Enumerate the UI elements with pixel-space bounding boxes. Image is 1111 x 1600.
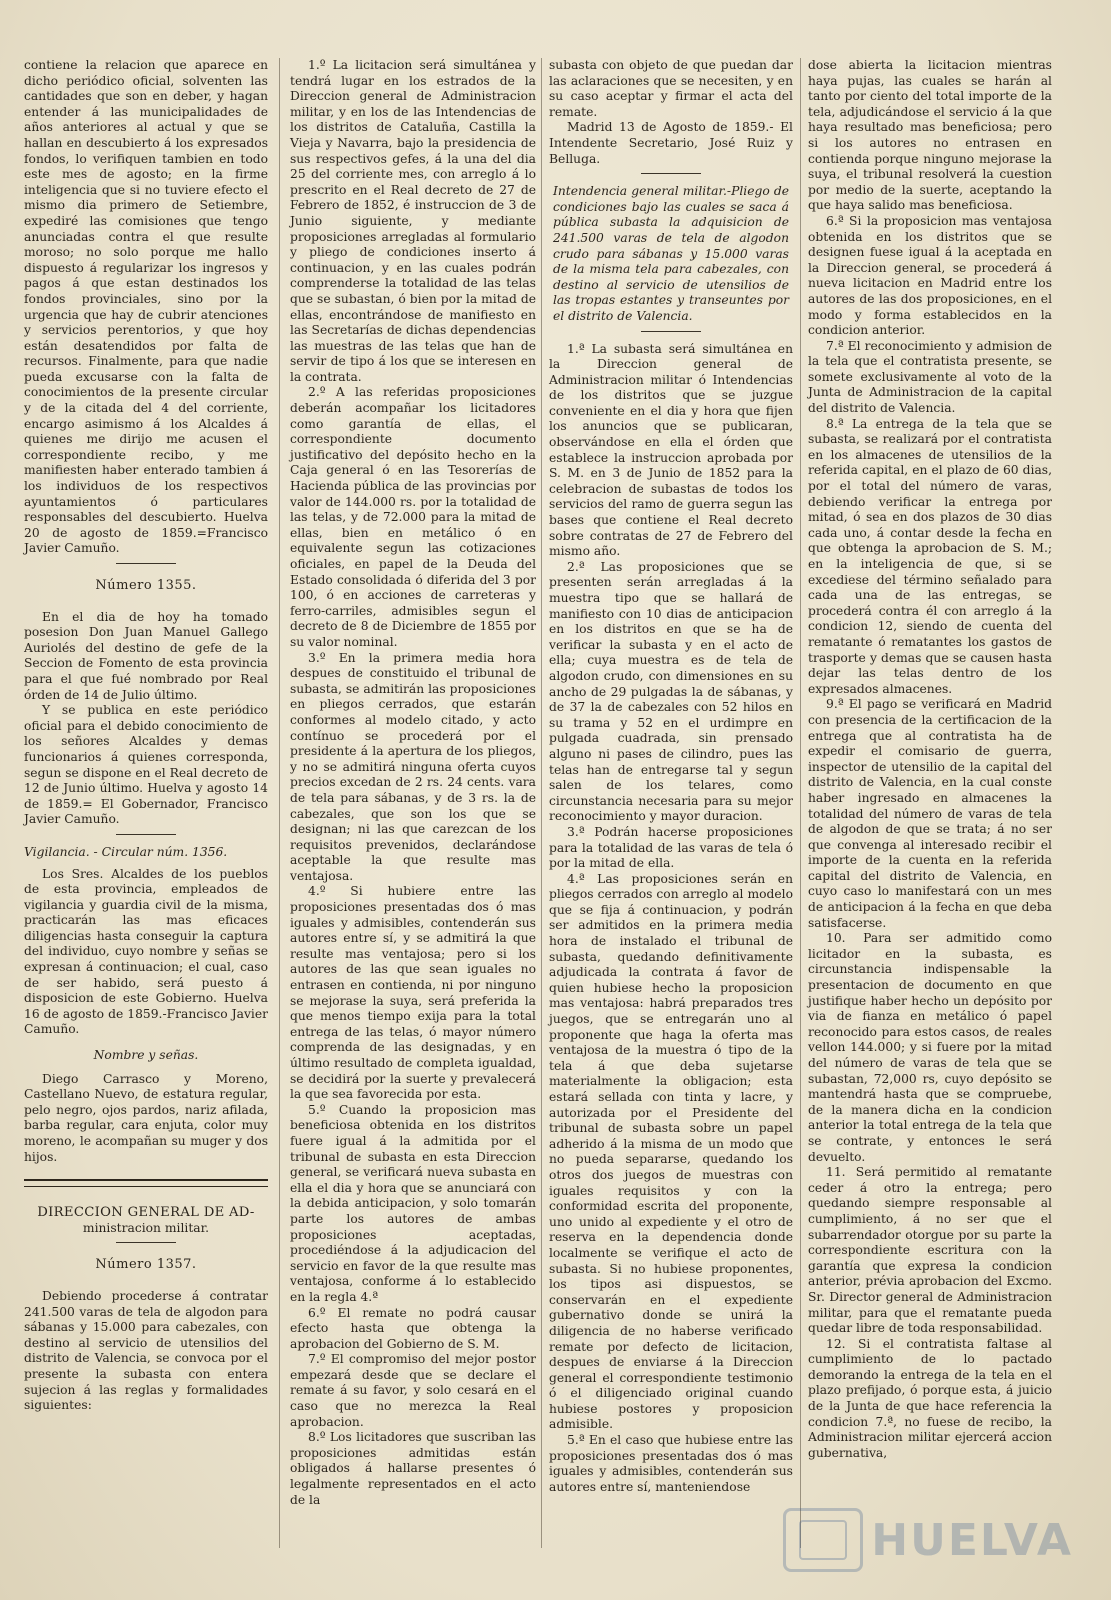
rule-1: 1.º La licitacion será simultánea y tendrá lugar en los estrados de la Direccion general de Administracion militar, y en los de las Intendencias de los distritos de Cataluña, Castilla la Vieja y Navarra, bajo la presidencia de sus respectivos gefes, á la una del dia 25 del corriente mes, con arreglo á lo prescrito en el Real decreto de 27 de Febrero de 1852, é instruccion de 3 de Junio siguiente, y mediante proposiciones arregladas al formulario y pliego de condiciones inserto á continuacion, y en las cuales podrán comprenderse la totalidad de las telas que se subastan, ó bien por la mitad de ellas, encontrándose de manifiesto en las Secretarías de dichas dependencias las muestras de las telas que han de servir de tipo á los que se interesen en la contrata.: [290, 58, 536, 384]
notice-1357-intro: Debiendo procederse á contratar 241.500 varas de tela de algodon para sábanas y 15.000 para cabezales, con destino al servicio de utensilios del distrito de Valencia, se convoca por el presente la subasta con entera sujecion á las reglas y formalidades siguientes:: [24, 1288, 268, 1413]
separator-rule: [116, 1242, 176, 1243]
condition-10: 10. Para ser admitido como licitador en la subasta, es circunstancia indispensable la presentacion de documento en que justifique haber hecho un depósito por via de fianza en metálico ó papel reconocido para estos casos, de reales vellon 144.000; y si fuere por la mitad del número de varas de tela que se subastan, 72,000 rs, cuyo depósito se mantendrá hasta que se compruebe, de la manera dicha en la condicion anterior la total entrega de la tela que se contrate, y entonces le será devuelto.: [808, 931, 1052, 1164]
column-divider: [279, 58, 280, 1548]
condition-2: 2.ª Las proposiciones que se presenten serán arregladas á la muestra tipo que se hallará de manifiesto con 10 dias de anticipacion en los distritos en que se ha de verificar la subasta y en el acto de ella; cuya muestra es de tela de algodon crudo, con dimensiones en su ancho de 29 pulgadas la de sábanas, y de 37 la de cabezales con 52 hilos en su trama y 52 en el urdimpre en pulgada cuadrada, sin prensado alguno ni pases de cilindro, pues las telas han de entregarse tal y segun salen de los telares, como circunstancia necesaria para su mejor reconocimiento y mayor duracion.: [549, 559, 793, 824]
section-heading-line1: DIRECCION GENERAL DE AD-: [37, 1205, 255, 1221]
condition-8: 8.ª La entrega de la tela que se subasta, se realizará por el contratista en los almacenes de utensilios de la referida capital, en el plazo de 60 dias, por el total del número de varas, debiendo verificar la entrega por mitad, ó sea en dos plazos de 30 dias cada uno, á contar desde la fecha en que obtenga la aprobacion de S. M.; en la inteligencia de que, si se excediese del término señalado para cada una de las entregas, se procederá contra él con arreglo á la condicion 12, siendo de cuenta del rematante ó rematantes los gastos de trasporte y demas que se causen hasta dejar las telas dentro de los expresados almacenes.: [808, 416, 1052, 696]
condition-5-continuation: dose abierta la licitacion mientras haya pujas, las cuales se harán al tanto por ciento del total importe de la tela, adjudicándose el servicio á la que haya resultado mas beneficiosa; pero si los autores no entrasen en contienda porque ninguno mejorase la suya, el tribunal resolverá la cuestion por medio de la suerte, aceptando la que haya salido mas beneficiosa.: [808, 58, 1052, 213]
section-heading-line2: ministracion militar.: [82, 1220, 210, 1235]
condition-7: 7.ª El reconocimiento y admision de la tela que el contratista presente, se somete exclusivamente al voto de la Junta de Administracion de la capital del distrito de Valencia.: [808, 338, 1052, 416]
column-3: [549, 58, 793, 1495]
condition-5: 5.ª En el caso que hubiese entre las proposiciones presentadas dos ó mas iguales y admisibles, contenderán sus autores entre sí, manteniendose: [549, 1433, 793, 1494]
rule-7: 7.º El compromiso del mejor postor empezará desde que se declare el remate á su favor, y solo cesará en el caso que no merezca la Real aprobacion.: [290, 1352, 536, 1429]
notice-1355-publication: Y se publica en este periódico oficial para el debido conocimiento de los señores Alcaldes y demas funcionarios á quienes corresponda, segun se dispone en el Real decreto de 12 de Junio último. Huelva y agosto 14 de 1859.= El Gobernador, Francisco Javier Camuño.: [24, 703, 268, 827]
condition-11: 11. Será permitido al rematante ceder á otro la entrega; pero quedando siempre responsable al cumplimiento, á no ser que el subarrendador otorgue por su parte la correspondiente escritura con la garantía que expresa la condicion anterior, prévia aprobacion del Excmo. Sr. Director general de Administracion militar, para que el rematante pueda quedar libre de toda responsabilidad.: [808, 1165, 1052, 1336]
condition-3: 3.ª Podrán hacerse proposiciones para la totalidad de las varas de tela ó por la mitad de ella.: [549, 824, 793, 871]
column-divider: [800, 58, 801, 1548]
column-4: [808, 58, 1052, 1461]
suspect-description: Diego Carrasco y Moreno, Castellano Nuevo, de estatura regular, pelo negro, ojos pardos, nariz afilada, barba regular, cara enjuta, color muy moreno, le acompañan su muger y dos hijos.: [24, 1071, 268, 1164]
rule-8-continuation: subasta con objeto de que puedan dar las aclaraciones que se necesiten, y en su caso aceptar y firmar el acta del remate.: [549, 58, 793, 119]
condition-9: 9.ª El pago se verificará en Madrid con presencia de la certificacion de la entrega que al contratista ha de expedir el comisario de guerra, inspector de utensilio de la capital del distrito de Valencia, en la cual conste haber ingresado en almacenes la totalidad del número de varas de tela de algodon de que se trata; á no ser que convenga al interesado recibir el importe de la cuenta en la referida capital del distrito de Valencia, en cuyo caso lo manifestará con un mes de anticipacion á la fecha en que deba satisfacerse.: [808, 697, 1052, 930]
notice-1355-body: En el dia de hoy ha tomado posesion Don Juan Manuel Gallego Auriolés del destino de gefe de la Seccion de Fomento de esta provincia para el que fué nombrado por Real órden de 14 de Julio último.: [24, 609, 268, 702]
archive-watermark: [783, 1508, 1073, 1572]
name-and-description-heading: Nombre y señas.: [93, 1048, 199, 1063]
vigilance-circular-label: Vigilancia. - Circular núm. 1356.: [24, 844, 228, 859]
vigilance-circular-body: Los Sres. Alcaldes de los pueblos de esta provincia, empleados de vigilancia y guardia civil de la misma, practicarán las mas eficaces diligencias hasta conseguir la captura del individuo, cuyo nombre y señas se expresan á continuacion; el cual, caso de ser habido, será puesto á disposicion de este Gobierno. Huelva 16 de agosto de 1859.-Francisco Javier Camuño.: [24, 866, 268, 1037]
rule-5: 5.º Cuando la proposicion mas beneficiosa obtenida en los distritos fuere igual á la admitida por el tribunal de subasta en esta Direccion general, se verificará nueva subasta en ella el dia y hora que se anunciará con la debida anticipacion, y solo tomarán parte los autores de ambas proposiciones aceptadas, procediéndose á la adjudicacion del servicio en favor de la que resulte mas ventajosa, conforme á lo establecido en la regla 4.ª: [290, 1102, 536, 1304]
circular-continuation: contiene la relacion que aparece en dicho periódico oficial, solventen las cantidades que son en deber, y hagan entender á las municipalidades de años anteriores al actual y que se hallan en descubierto á los expresados fondos, lo verifiquen tambien en todo este mes de agosto; en la firme inteligencia que si no tuviere efecto el mismo dia primero de Setiembre, expediré las comisiones que tengo anunciadas contra el que resulte moroso; no solo porque me hallo dispuesto á regularizar los ingresos y pagos á que estan destinados los fondos provinciales, sino por la urgencia que hay de cubrir atenciones y servicios perentorios, y que hoy están desatendidos por falta de recursos. Finalmente, para que nadie pueda excusarse con la falta de conocimientos de la presente circular y de la citada del 4 del corriente, encargo asimismo á los Alcaldes á quienes me dirijo me acusen el correspondiente recibo, y me manifiesten haber enterado tambien á los individuos de los respectivos ayuntamientos ó particulares responsables del descubierto. Huelva 20 de agosto de 1859.=Francisco Javier Camuño.: [24, 58, 268, 556]
separator-rule: [116, 563, 176, 564]
notice-number-1357: Número 1357.: [95, 1257, 197, 1273]
column-1: [24, 58, 268, 1414]
column-divider: [541, 58, 542, 1548]
notice-number-1355: Número 1355.: [95, 578, 197, 593]
condition-4: 4.ª Las proposiciones serán en pliegos cerrados con arreglo al modelo que se fija á continuacion, y podrán ser admitidos en la primera media hora de instalado el tribunal de subasta, quedando definitivamente adjudicada la contrata á favor de quien hubiese hecho la proposicion mas ventajosa: habrá preparados tres juegos, que se entregarán uno al proponente que haga la oferta mas ventajosa de la muestra ó tipo de la tela á que deba sujetarse materialmente la obligacion; esta estará sellada con tinta y lacre, y autorizada por el Presidente del tribunal de subasta sobre un papel adherido á la misma de un modo que no pueda separarse, quedando los otros dos juegos de muestras con iguales requisitos y con la conformidad escrita del proponente, uno unido al expediente y el otro de reserva en la dependencia donde localmente se verifique el acto de subasta. Si no hubiese proponentes, los tipos asi dispuestos, se conservarán en el expediente gubernativo donde se unirá la diligencia de no haberse verificado remate por defecto de licitacion, despues de enviarse á la Direccion general el correspondiente testimonio ó el diligenciado original cuando hubiese postores y proposicion admisible.: [549, 871, 793, 1432]
watermark-text: HUELVA: [871, 1514, 1073, 1566]
column-2: [290, 58, 536, 1508]
condition-6: 6.ª Si la proposicion mas ventajosa obtenida en los distritos que se designen fuese igual á la aceptada en la Direccion general, se procederá á nueva licitacion en Madrid entre los autores de las dos proposiciones, en el modo y forma establecidos en la condicion anterior.: [808, 213, 1052, 338]
section-double-rule: [24, 1179, 268, 1187]
archive-emblem-icon: [783, 1508, 863, 1572]
condition-1: 1.ª La subasta será simultánea en la Direccion general de Administracion militar ó Intendencias de los distritos que se juzgue conveniente en el dia y hora que fijen los anuncios que se publicaran, observándose en ella el órden que establece la instruccion aprobada por S. M. en 3 de Junio de 1852 para la celebracion de subastas de todos los servicios del ramo de guerra segun las bases que contiene el Real decreto sobre contratas de 27 de Febrero del mismo año.: [549, 341, 793, 559]
rule-2: 2.º A las referidas proposiciones deberán acompañar los licitadores como garantía de ellas, el correspondiente documento justificativo del depósito hecho en la Caja general ó en las Tesorerías de Hacienda pública de las provincias por valor de 144.000 rs. por la totalidad de las telas, y de 72.000 para la mitad de ellas, bien en metálico ó en equivalente segun las cotizaciones oficiales, en papel de la Deuda del Estado consolidada ó diferida del 3 por 100, ó en acciones de carreteras y ferro-carriles, admisibles segun el decreto de 8 de Diciembre de 1855 por su valor nominal.: [290, 385, 536, 649]
rule-6: 6.º El remate no podrá causar efecto hasta que obtenga la aprobacion del Gobierno de S. M.: [290, 1305, 536, 1351]
rule-4: 4.º Si hubiere entre las proposiciones presentadas dos ó mas iguales y admisibles, contenderán sus autores entre sí, y se admitirá la que resulte mas ventajosa; pero si los autores de las que sean iguales no entrasen en contienda, ni por ninguno se mejorase la suya, será preferida la que menos tiempo exija para la total entrega de las telas, ó mayor número comprenda de las designadas, y en último resultado de completa igualdad, se decidirá por la suerte y prevalecerá la que sea favorecida por esta.: [290, 884, 536, 1102]
separator-rule: [116, 834, 176, 835]
rule-3: 3.º En la primera media hora despues de constituido el tribunal de subasta, se admitirán las proposiciones en pliegos cerrados, que estarán conformes al modelo citado, y acto contínuo se procederá por el presidente á la apertura de los pliegos, y no se admitirá ninguna oferta cuyos precios excedan de 2 rs. 24 cents. vara de tela para sábanas, y de 3 rs. la de cabezales, que son los que se designan; ni las que carezcan de los requisitos prevenidos, declarándose aceptable la que resulte mas ventajosa.: [290, 650, 536, 883]
conditions-heading: Intendencia general militar.-Pliego de condiciones bajo las cuales se saca á pública subasta la adquisicion de 241.500 varas de tela de algodon crudo para sábanas y 15.000 varas de la misma tela para cabezales, con destino al servicio de utensilios de las tropas estantes y transeuntes por el distrito de Valencia.: [553, 184, 789, 323]
condition-12: 12. Si el contratista faltase al cumplimiento de lo pactado demorando la entrega de la tela en el plazo prefijado, ó porque esta, á juicio de la Junta de que hace referencia la condicion 7.ª, no fuese de recibo, la Administracion militar ejercerá accion gubernativa,: [808, 1336, 1052, 1460]
rule-8: 8.º Los licitadores que suscriban las proposiciones admitidas están obligados á hallarse presentes ó legalmente representados en el acto de la: [290, 1430, 536, 1507]
separator-rule: [641, 173, 701, 174]
separator-rule: [641, 331, 701, 332]
madrid-signature: Madrid 13 de Agosto de 1859.- El Intendente Secretario, José Ruiz y Belluga.: [549, 120, 793, 166]
